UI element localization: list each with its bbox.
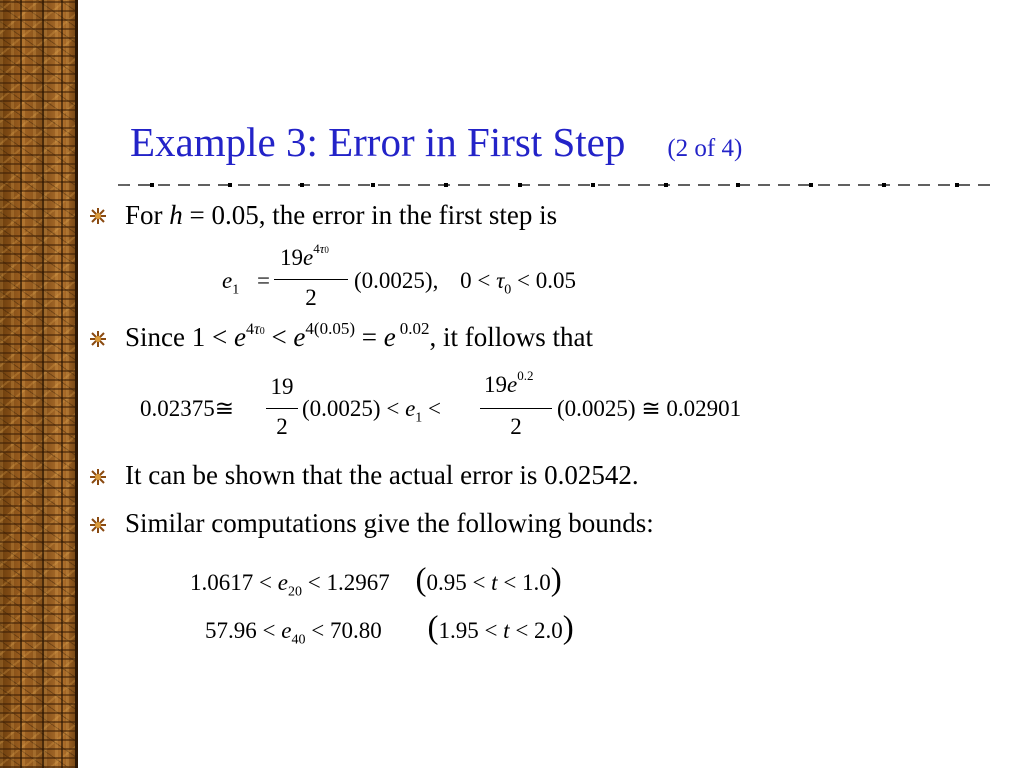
wood-seam [61, 0, 63, 768]
bullet-4-text: Similar computations give the following bounds: [125, 508, 654, 538]
eq3-sub: 20 [287, 584, 302, 600]
bullet-1-post: = 0.05, the error in the first step is [182, 200, 558, 230]
eq2-num-1: 19 [270, 374, 294, 399]
bullet-2-mid: < [264, 322, 294, 352]
star-burst-icon [89, 207, 107, 225]
bullet-2-text [125, 319, 593, 353]
equation-2-right [557, 396, 741, 422]
eq1-num-var: e [303, 245, 314, 270]
equation-2-fraction-2 [480, 368, 552, 446]
bullet-3-text: It can be shown that the actual error is 0.02542. [125, 460, 639, 490]
eq4-sub: 40 [291, 632, 306, 648]
eq1-exponent: 4τ0 [313, 241, 329, 256]
bullet-2-exp1: 4τ0 [245, 321, 265, 338]
eq4-lt-2: < [311, 618, 325, 643]
bullet-2-eq: = [354, 322, 384, 352]
eq2-factor-1: (0.0025) [302, 396, 381, 421]
eq1-sub: 1 [232, 282, 240, 298]
eq3-cond-low: 0.95 [426, 570, 467, 595]
bullet-2-e3: e [383, 322, 396, 352]
eq4-lt-1: < [262, 618, 276, 643]
eq2-num-2-var: e [507, 372, 518, 397]
bullet-2-e2: e [293, 322, 306, 352]
star-burst-icon [89, 516, 107, 534]
eq4-condition: (1.95 < t < 2.0) [427, 610, 574, 646]
eq3-var: e [277, 570, 288, 595]
bullet-2-e1: e [233, 322, 246, 352]
paren-left: ( [427, 610, 439, 646]
star-burst-icon [89, 330, 107, 348]
equation-4 [205, 610, 574, 647]
eq2-mid-var: e [405, 396, 416, 421]
fraction-bar [274, 279, 348, 280]
bullet-1-text [125, 200, 557, 231]
eq3-low: 1.0617 [190, 570, 254, 595]
fraction-bar [266, 408, 298, 409]
eq4-var: e [281, 618, 292, 643]
title-divider [118, 183, 994, 187]
fraction-bar [480, 408, 552, 409]
equation-1-fraction [274, 241, 348, 317]
eq2-left-val: 0.02375 [140, 396, 215, 421]
eq1-var: e [222, 268, 233, 293]
equation-1-lhs [222, 268, 270, 298]
wood-seam [20, 0, 22, 768]
eq2-den-1: 2 [276, 414, 288, 439]
eq2-mid-sub: 1 [415, 410, 423, 426]
wood-edge [75, 0, 78, 768]
eq2-right-val: 0.02901 [666, 396, 742, 421]
eq2-num-2: 19 [484, 372, 507, 397]
eq1-cond-sub: 0 [504, 282, 512, 298]
eq4-cond-high: 2.0 [534, 618, 563, 643]
eq2-den-2: 2 [510, 414, 522, 439]
equation-2-middle [302, 396, 442, 426]
paren-right: ) [550, 562, 562, 598]
eq1-cond-pre: 0 < [460, 268, 491, 293]
bullet-2-post: , it follows that [429, 322, 593, 352]
equation-1-rhs [354, 268, 577, 298]
eq3-high: 1.2967 [326, 570, 390, 595]
paren-left: ( [415, 562, 427, 598]
title-text: Example 3: Error in First Step [130, 119, 626, 165]
wood-seam [42, 0, 44, 768]
eq2-factor-2: (0.0025) [557, 396, 636, 421]
star-burst-icon [89, 468, 107, 486]
eq1-equals: = [256, 268, 270, 293]
title-part: (2 of 4) [667, 135, 743, 162]
eq1-cond-var: τ [496, 268, 505, 293]
eq1-factor: (0.0025), [354, 268, 439, 293]
eq2-lt-1: < [386, 396, 400, 421]
wood-texture-sidebar [0, 0, 78, 768]
bullet-1-pre: For [125, 200, 170, 230]
bullet-1-var: h [169, 200, 183, 230]
eq2-numerator-2 [484, 368, 534, 398]
eq3-lt-1: < [259, 570, 272, 595]
eq4-cond-var: t [503, 618, 510, 643]
eq2-lt-2: < [428, 396, 442, 421]
eq4-high: 70.80 [329, 618, 382, 643]
eq1-cond-post: < 0.05 [517, 268, 577, 293]
eq1-den: 2 [305, 285, 317, 310]
eq2-num-2-exp: 0.2 [517, 368, 534, 383]
equation-2-fraction-1 [266, 374, 298, 446]
eq3-condition: (0.95 < t < 1.0) [415, 562, 562, 598]
eq3-cond-high: 1.0 [522, 570, 551, 595]
eq1-num: 19 [280, 245, 303, 270]
eq2-approx-2: ≅ [641, 396, 661, 421]
paren-right: ) [562, 610, 574, 646]
equation-2-left [140, 396, 234, 422]
eq3-lt-2: < [307, 570, 321, 595]
equation-3 [190, 562, 562, 599]
eq1-numerator [280, 241, 329, 271]
bullet-2-exp3: 0.02 [399, 319, 430, 338]
slide-title [130, 118, 742, 166]
eq2-approx-1: ≅ [214, 396, 235, 421]
bullet-2-pre: Since 1 < [125, 322, 234, 352]
bullet-2-exp2: 4(0.05) [305, 319, 355, 338]
eq4-low: 57.96 [205, 618, 257, 643]
eq4-cond-low: 1.95 [438, 618, 479, 643]
eq3-cond-var: t [491, 570, 498, 595]
